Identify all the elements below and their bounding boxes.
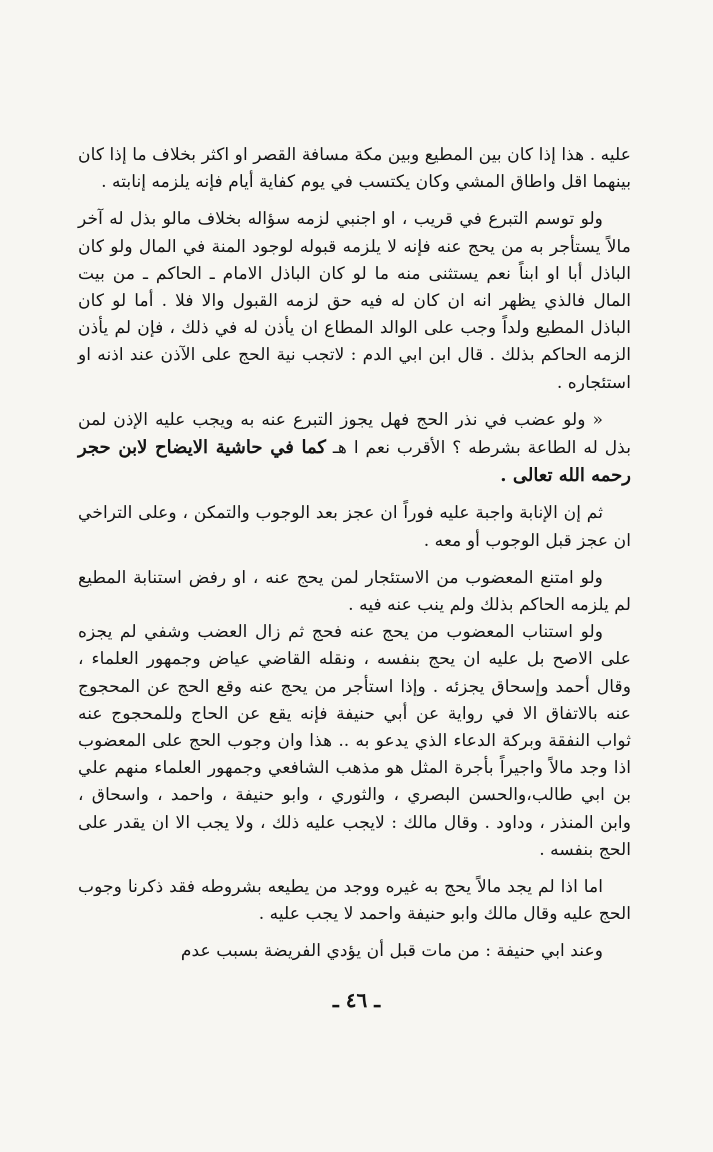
paragraph-3	[78, 407, 631, 491]
paragraph-5: ولو امتنع المعضوب من الاستئجار لمن يحج عنه ، او رفض استنابة المطيع لم يلزمه الحاكم بذلك ولم ينب عنه فيه .	[78, 567, 631, 616]
page-number: ـ ٤٦ ـ	[332, 988, 381, 1012]
paragraph-4: ثم إن الإنابة واجبة عليه فوراً ان عجز بعد الوجوب والتمكن ، وعلى التراخي ان عجز قبل الوجوب أو معه .	[78, 503, 631, 551]
page-body	[78, 142, 631, 966]
paragraph-7: اما اذا لم يجد مالاً يحج به غيره ووجد من يطيعه بشروطه فقد ذكرنا وجوب الحج عليه وقال مالك وابو حنيفة واحمد لا يجب عليه .	[78, 877, 631, 925]
paragraph-6: ولو استناب المعضوب من يحج عنه فحج ثم زال العضب وشفي لم يجزه على الاصح بل عليه ان يحج بنفسه ، ونقله القاضي عياض وجمهور العلماء ، وقال أحمد وإسحاق يجزئه . وإذا استأجر من يحج عنه وقع الحج عن المحجوج عنه بالاتفاق الا في رواية عن أبي حنيفة فإنه يقع عن الحاج وللمحجوج عنه ثواب النفقة وبركة الدعاء الذي يدعو به .. هذا وان وجوب الحج على المعضوب اذا وجد مالاً واجيراً بأجرة المثل هو مذهب الشافعي وجمهور العلماء منهم علي بن ابي طالب،والحسن البصري ، والثوري ، وابو حنيفة ، واحمد ، واسحاق ، وابن المنذر ، وداود . وقال مالك : لايجب عليه ذلك ، ولا يجب الا ان يقدر على الحج بنفسه .	[78, 622, 631, 860]
quote-text: « ولو عضب في نذر الحج فهل يجوز التبرع عنه به ويجب عليه الإذن لمن بذل له الطاعة بشرطه ؟ الأقرب نعم ا هـ	[78, 409, 631, 459]
quote-source: كما في حاشية الايضاح لابن حجر رحمه الله تعالى .	[78, 437, 631, 487]
paragraph-1: عليه . هذا إذا كان بين المطيع وبين مكة مسافة القصر او اكثر بخلاف ما إذا كان بينهما اقل واطاق المشي وكان يكتسب في يوم كفاية أيام فإنه يلزمه إنابته .	[78, 145, 631, 193]
paragraph-2: ولو توسم التبرع في قريب ، او اجنبي لزمه سؤاله بخلاف مالو بذل له آخر مالاً يستأجر به من يحج عنه فإنه لا يلزمه قبوله لوجود المنة في المال ولو كان الباذل أبا او ابناً نعم يستثنى منه ما لو كان الباذل الامام ـ الحاكم ـ من بيت المال فالذي يظهر انه ان كان له فيه حق لزمه القبول والا فلا . أما لو كان الباذل المطيع ولداً وجب على الوالد المطاع ان يأذن له في ذلك ، فإن لم يأذن الزمه الحاكم بذلك . قال ابن ابي الدم : لاتجب نية الحج على الآذن عند اذنه او استئجاره .	[78, 209, 631, 393]
paragraph-8: وعند ابي حنيفة : من مات قبل أن يؤدي الفريضة بسبب عدم	[180, 941, 603, 962]
